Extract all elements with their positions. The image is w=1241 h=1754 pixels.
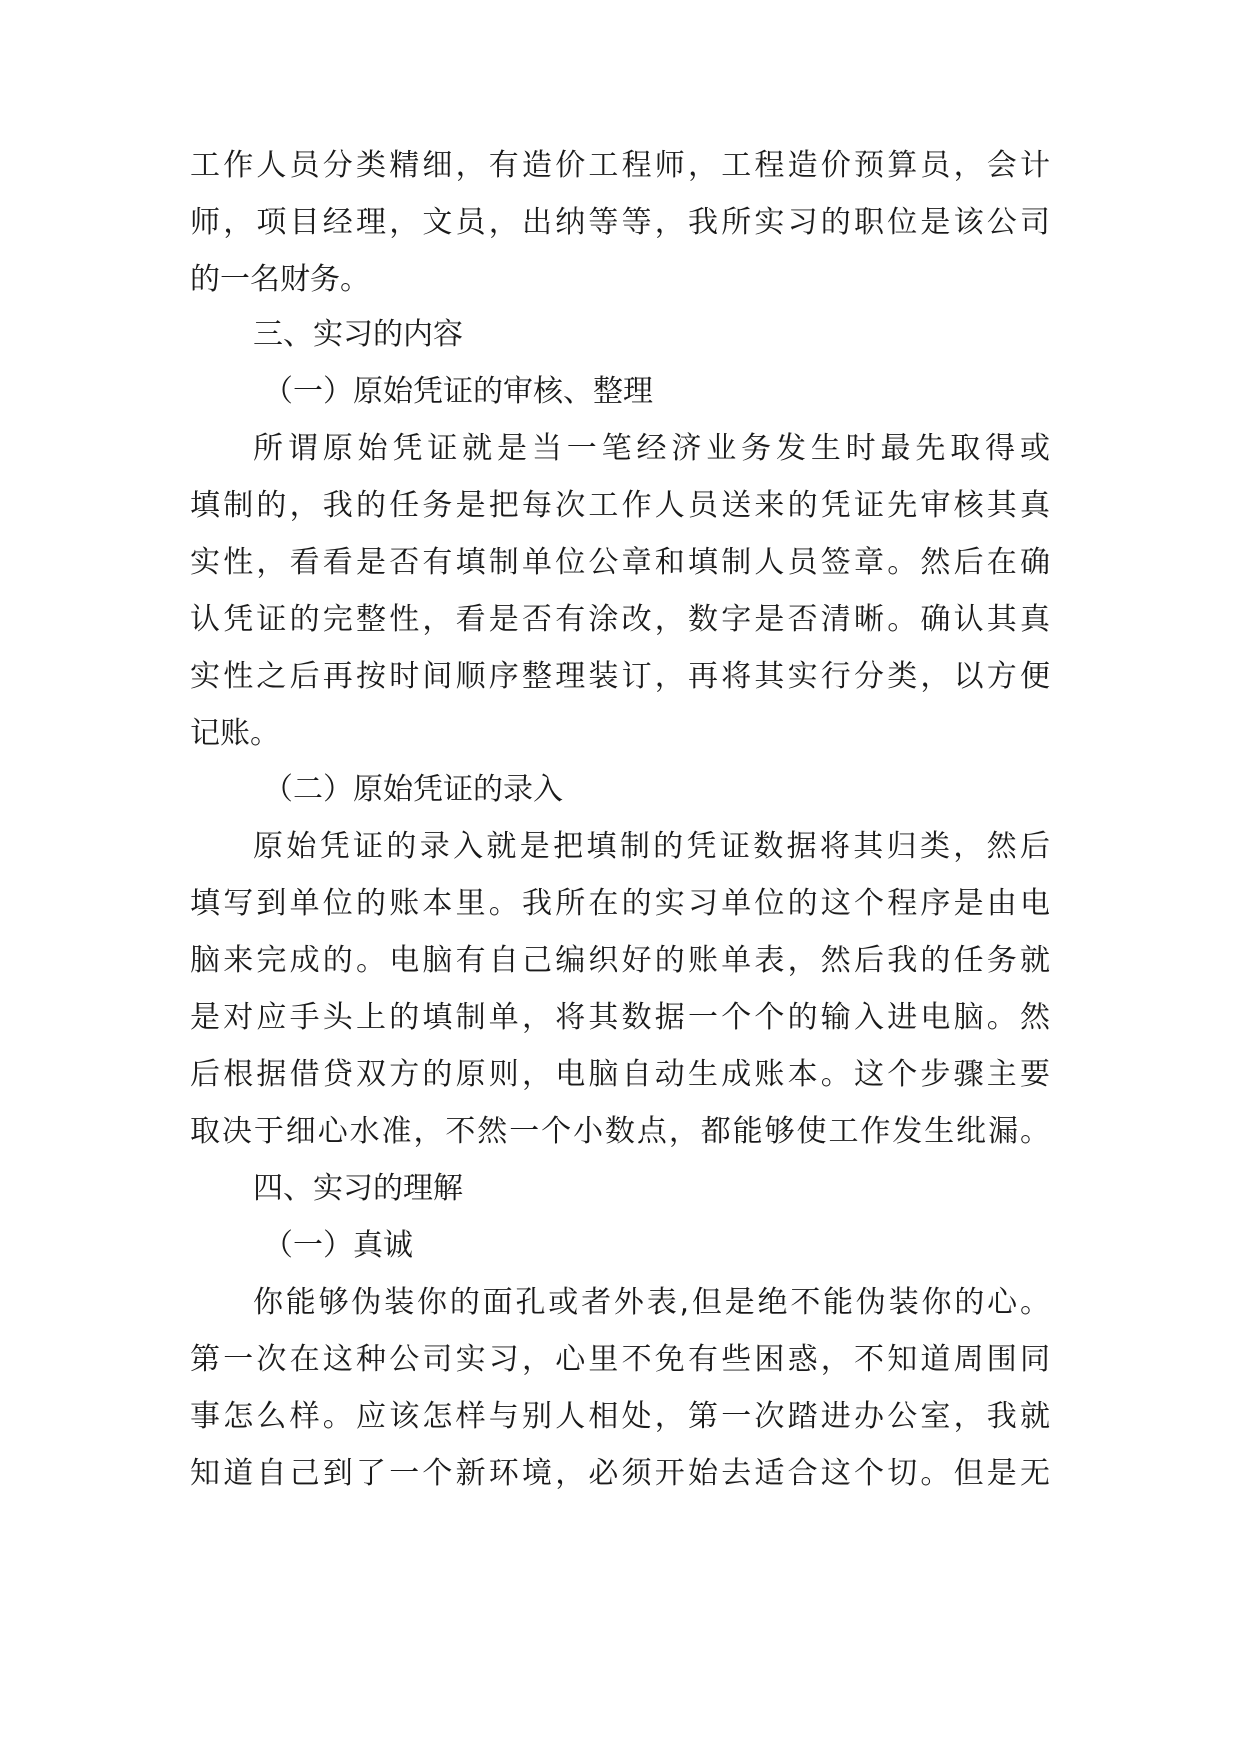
- paragraph-line: 实性之后再按时间顺序整理装订，再将其实行分类，以方便: [190, 659, 1050, 694]
- paragraph-line: 认凭证的完整性，看是否有涂改，数字是否清晰。确认其真: [190, 602, 1050, 637]
- paragraph-line: 后根据借贷双方的原则，电脑自动生成账本。这个步骤主要: [190, 1057, 1050, 1092]
- paragraph-line: 记账。: [190, 716, 280, 751]
- paragraph-line: 填制的，我的任务是把每次工作人员送来的凭证先审核其真: [190, 488, 1050, 523]
- paragraph-line: 事怎么样。应该怎样与别人相处，第一次踏进办公室，我就: [190, 1399, 1050, 1434]
- paragraph-line: 工作人员分类精细，有造价工程师，工程造价预算员，会计: [190, 148, 1050, 183]
- paragraph-line: 所谓原始凭证就是当一笔经济业务发生时最先取得或: [253, 431, 1050, 466]
- paragraph-line: 的一名财务。: [190, 262, 370, 297]
- paragraph-line: 脑来完成的。电脑有自己编织好的账单表，然后我的任务就: [190, 943, 1050, 978]
- section-heading: 四、实习的理解: [253, 1171, 463, 1206]
- subsection-heading: （二）原始凭证的录入: [263, 772, 563, 807]
- paragraph-line: 原始凭证的录入就是把填制的凭证数据将其归类，然后: [253, 829, 1050, 864]
- subsection-heading: （一）真诚: [263, 1228, 413, 1263]
- paragraph-line: 师，项目经理，文员，出纳等等，我所实习的职位是该公司: [190, 205, 1050, 240]
- paragraph-line: 取决于细心水准，不然一个小数点，都能够使工作发生纰漏。: [190, 1114, 1050, 1149]
- paragraph-line: 你能够伪装你的面孔或者外表,但是绝不能伪装你的心。: [253, 1285, 1050, 1320]
- section-heading: 三、实习的内容: [253, 317, 463, 352]
- subsection-heading: （一）原始凭证的审核、整理: [263, 374, 653, 409]
- paragraph-line: 实性，看看是否有填制单位公章和填制人员签章。然后在确: [190, 545, 1050, 580]
- paragraph-line: 填写到单位的账本里。我所在的实习单位的这个程序是由电: [190, 886, 1050, 921]
- paragraph-line: 知道自己到了一个新环境，必须开始去适合这个切。但是无: [190, 1456, 1050, 1491]
- paragraph-line: 是对应手头上的填制单，将其数据一个个的输入进电脑。然: [190, 1000, 1050, 1035]
- paragraph-line: 第一次在这种公司实习，心里不免有些困惑，不知道周围同: [190, 1342, 1050, 1377]
